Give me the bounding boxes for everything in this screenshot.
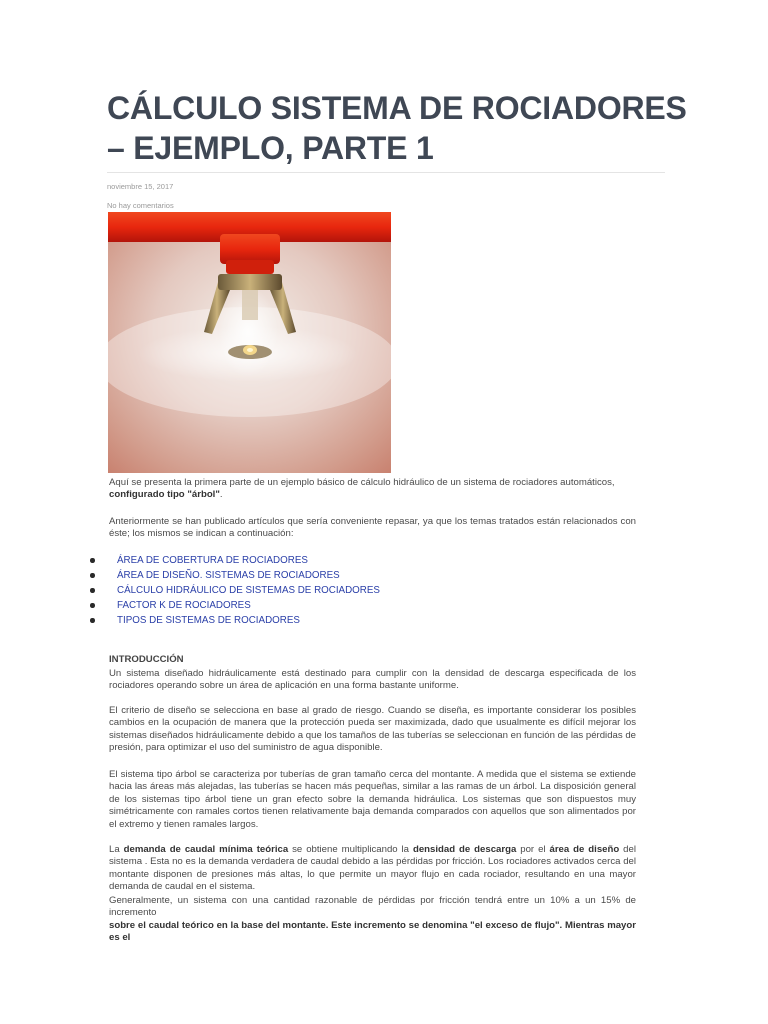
paragraph-5 (109, 895, 636, 945)
bullet-icon (90, 618, 95, 623)
link-area-cobertura[interactable]: ÁREA DE COBERTURA DE ROCIADORES (117, 555, 308, 566)
link-tipos-sistemas[interactable]: TIPOS DE SISTEMAS DE ROCIADORES (117, 615, 300, 626)
p4-bold-1: demanda de caudal mínima teórica (123, 844, 289, 855)
paragraph-3: El sistema tipo árbol se caracteriza por tuberías de gran tamaño cerca del montante. A medida que el sistema se extiende hacia las áreas más alejadas, las tuberías se hacen más pequeñas, similar a las ramas de un árbol. La disposición general de los sistemas tipo árbol tiene un gran efecto sobre la demanda hidráulica. Los sistemas que son dispuestos muy simétricamente con ramales cortos tienen relativamente baja demanda comparados con aquellos que son alimentados por el extremo y tienen ramales largos. (109, 769, 636, 830)
p4-text-d: por el (516, 844, 550, 855)
link-factor-k[interactable]: FACTOR K DE ROCIADORES (117, 600, 251, 611)
paragraph-4 (109, 844, 636, 894)
sprinkler-photo (108, 212, 391, 473)
bullet-icon (90, 603, 95, 608)
list-item (90, 598, 380, 613)
p4-bold-2: densidad de descarga (412, 844, 517, 855)
intro-end: . (219, 489, 223, 501)
paragraph-1: Un sistema diseñado hidráulicamente está destinado para cumplir con la densidad de descarga especificada de los rociadores operando sobre un área de aplicación en una forma bastante uniforme. (109, 668, 636, 692)
list-item (90, 553, 380, 568)
title-divider (107, 172, 665, 173)
intro-text: Aquí se presenta la primera parte de un ejemplo básico de cálculo hidráulico de un sistema de rociadores automáticos, (109, 477, 615, 488)
p5-bold: sobre el caudal teórico en la base del montante. Este incremento se denomina "el exceso de flujo". Mientras mayor es el (109, 919, 636, 944)
p4-text-e: del sistema . Esta no es la demanda verdadera de caudal debido a las pérdidas por fricción. Los rociadores activados cerca del montante disponen de presiones más altas, lo que permite un mayor flujo en cada rociador, resultando en una mayor demanda de caudal en el sistema. (109, 844, 636, 893)
p4-text-c: se obtiene multiplicando la (288, 844, 413, 855)
related-articles-list (90, 553, 380, 628)
list-item (90, 583, 380, 598)
link-area-diseno[interactable]: ÁREA DE DISEÑO. SISTEMAS DE ROCIADORES (117, 570, 340, 581)
bullet-icon (90, 573, 95, 578)
p5-text-a: Generalmente, un sistema con una cantidad razonable de pérdidas por fricción tendrá entre un 10% a un 15% de incremento (109, 895, 636, 919)
previous-articles-paragraph: Anteriormente se han publicado artículos que sería conveniente repasar, ya que los temas tratados están relacionados con éste; los mismos se indican a continuación: (109, 516, 636, 540)
post-date: noviembre 15, 2017 (107, 182, 174, 191)
list-item (90, 613, 380, 628)
section-heading: INTRODUCCIÓN (109, 654, 184, 665)
intro-bold: configurado tipo "árbol" (109, 489, 220, 501)
bullet-icon (90, 588, 95, 593)
list-item (90, 568, 380, 583)
paragraph-2: El criterio de diseño se selecciona en base al grado de riesgo. Cuando se diseña, es importante considerar los posibles cambios en la ocupación de manera que la protección pueda ser maximizada, dado que usualmente es difícil mejorar los sistemas diseñados hidráulicamente debido a que los tamaños de las tuberías se seleccionan en función de las pérdidas de presión, para optimizar el uso del suministro de agua disponible. (109, 705, 636, 754)
p4-bold-3: área de diseño (549, 844, 620, 855)
page-title: CÁLCULO SISTEMA DE ROCIADORES – EJEMPLO, PARTE 1 (107, 90, 687, 166)
p4-text-a: La (109, 844, 124, 855)
intro-paragraph (109, 477, 636, 502)
bullet-icon (90, 558, 95, 563)
link-calculo-hidraulico[interactable]: CÁLCULO HIDRÁULICO DE SISTEMAS DE ROCIADORES (117, 585, 380, 596)
comments-link[interactable]: No hay comentarios (107, 201, 174, 210)
